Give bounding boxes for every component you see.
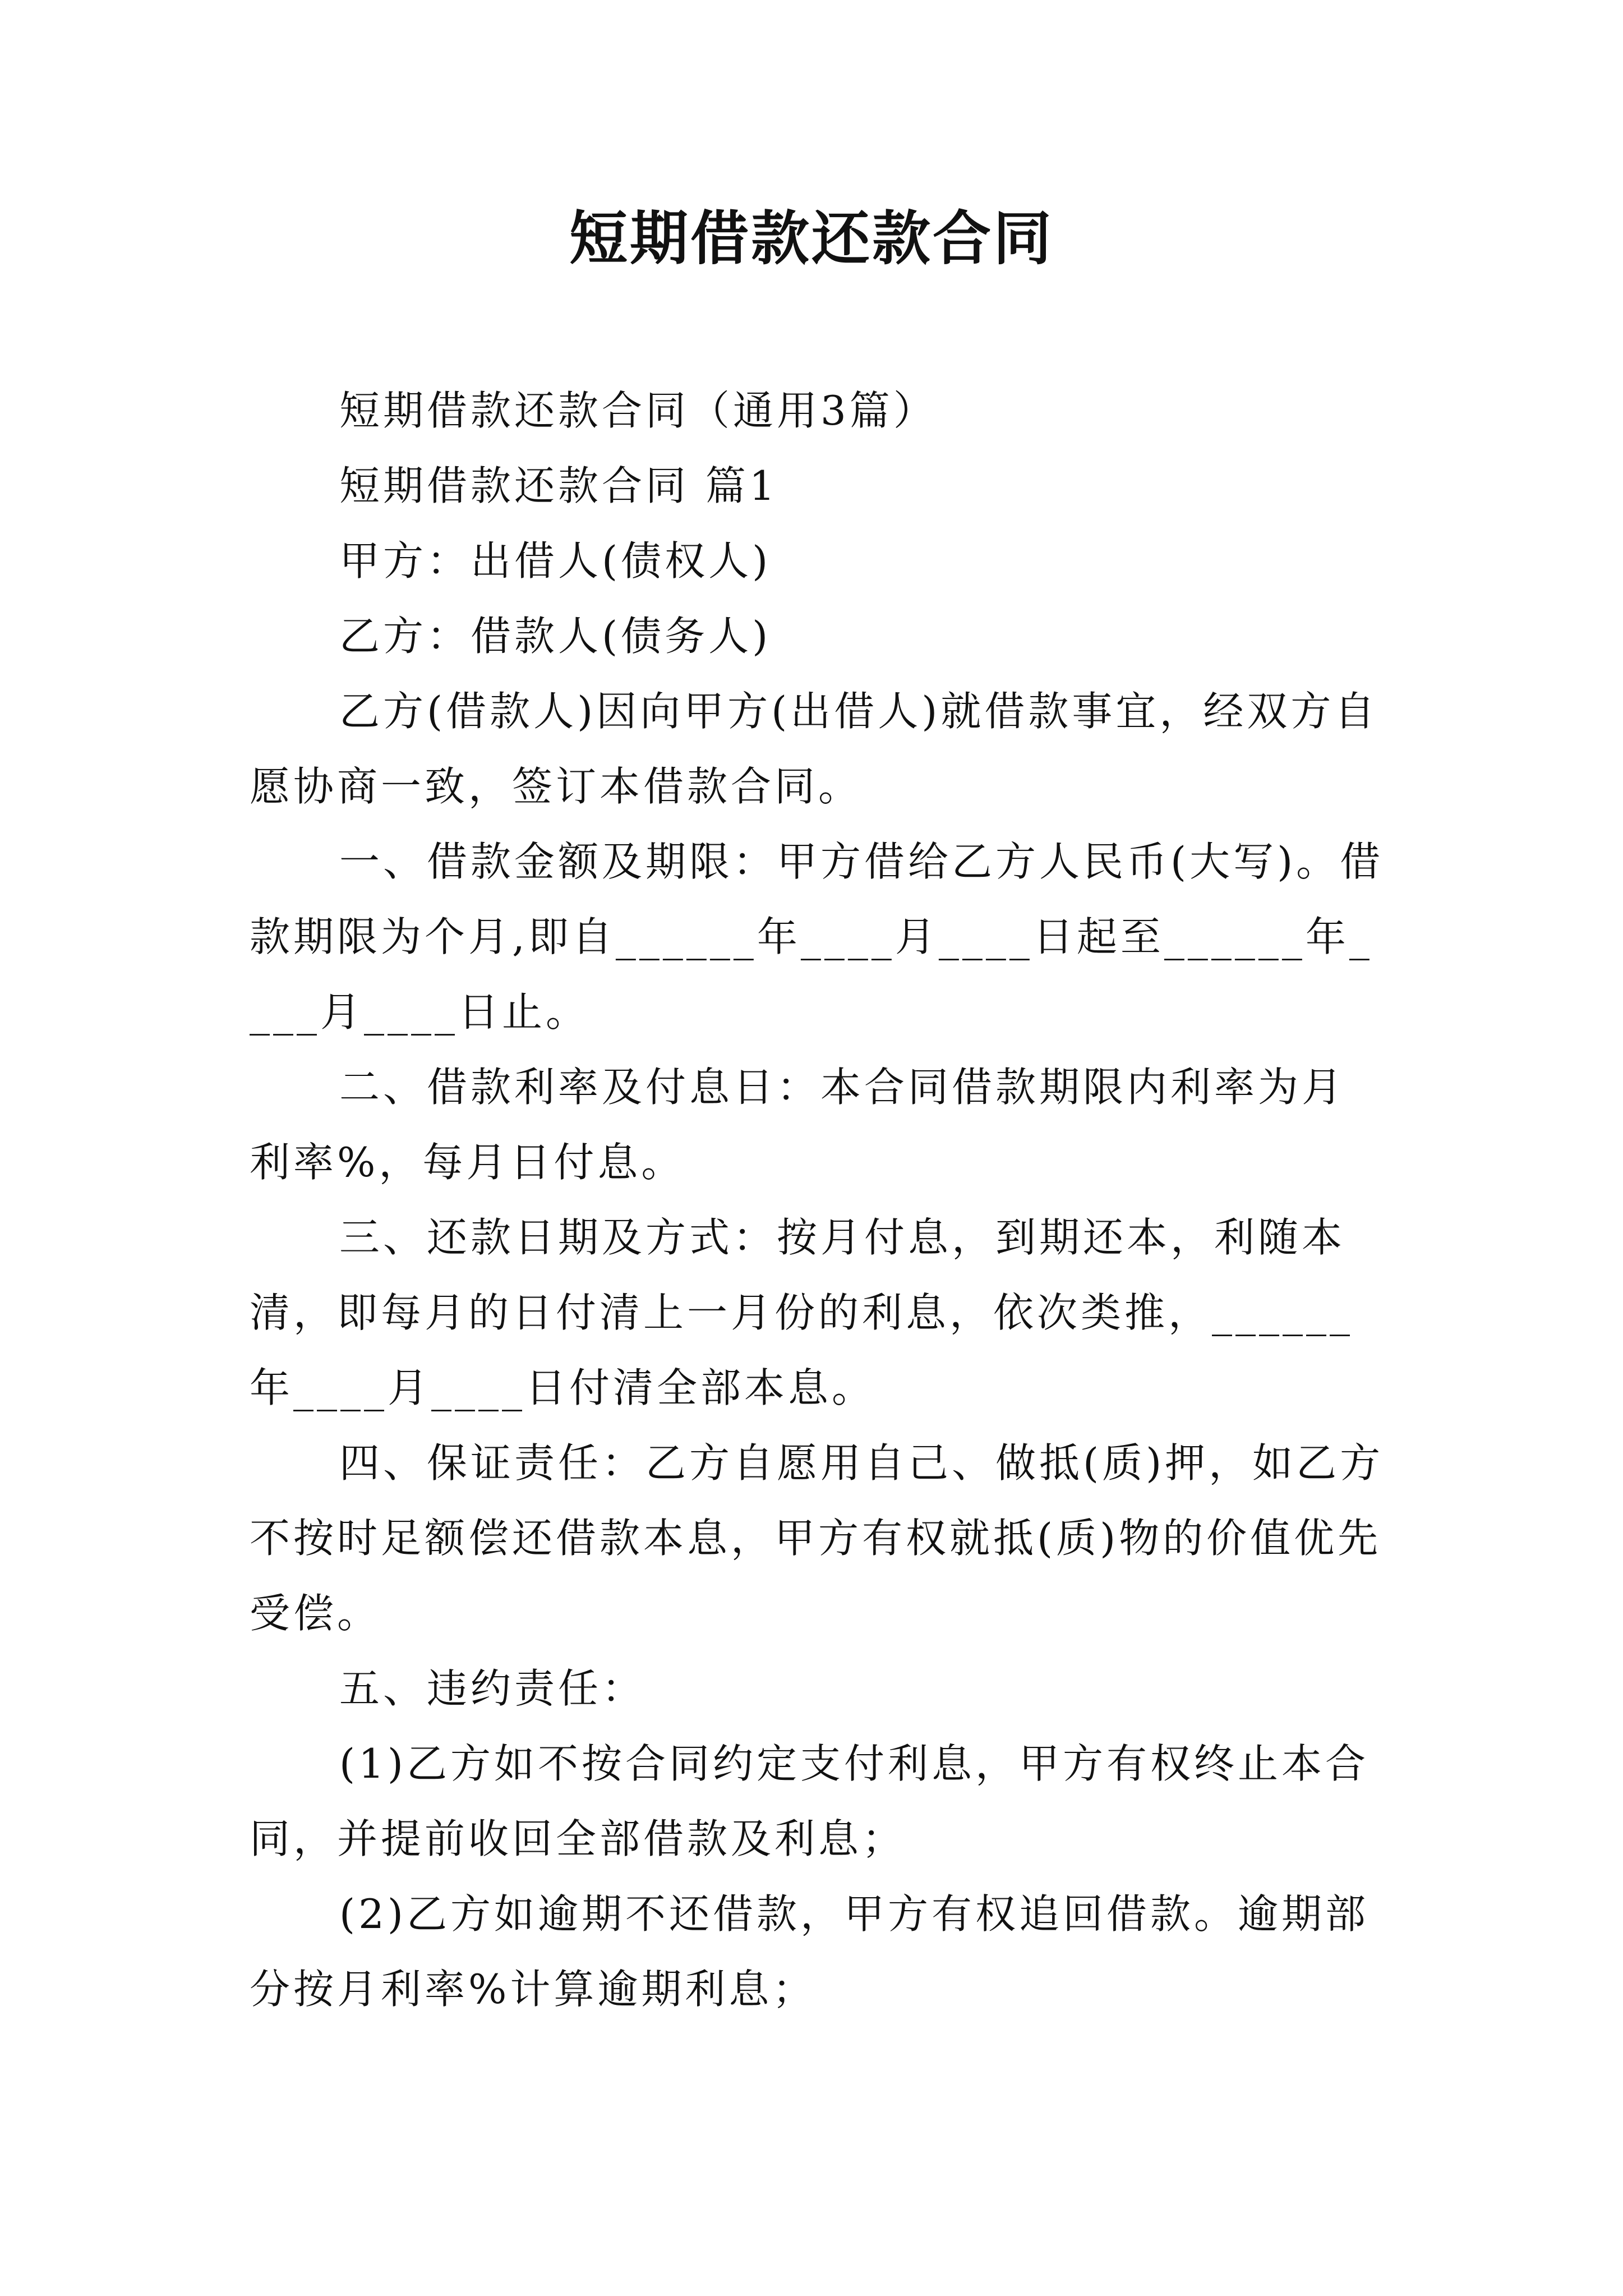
paragraph-clause-3: 三、还款日期及方式：按月付息，到期还本，利随本清，即每月的日付清上一月份的利息，依次类推，______年____月____日付清全部本息。 — [250, 1214, 1354, 1411]
document-body — [250, 373, 1388, 2027]
paragraph-preamble: 乙方(借款人)因向甲方(出借人)就借款事宜，经双方自愿协商一致，签订本借款合同。 — [250, 688, 1378, 810]
paragraph-subtitle: 短期借款还款合同（通用3篇） — [339, 387, 937, 434]
paragraph-clause-4: 四、保证责任：乙方自愿用自己、做抵(质)押，如乙方不按时足额偿还借款本息，甲方有权就抵(质)物的价值优先受偿。 — [250, 1439, 1384, 1637]
paragraph-clause-5-heading: 五、违约责任： — [339, 1665, 646, 1712]
paragraph-clause-1: 一、借款金额及期限：甲方借给乙方人民币(大写)。借款期限为个月,即自______年____月____日起至______年____月____日止。 — [250, 838, 1384, 1036]
document-title: 短期借款还款合同 — [569, 204, 1054, 273]
paragraph-section-heading: 短期借款还款合同 篇1 — [339, 462, 778, 509]
paragraph-party-a: 甲方：出借人(债权人) — [339, 537, 772, 585]
paragraph-clause-5-item-1: (1)乙方如不按合同约定支付利息，甲方有权终止本合同，并提前收回全部借款及利息； — [250, 1740, 1369, 1862]
paragraph-party-b: 乙方：借款人(债务人) — [339, 613, 772, 660]
paragraph-clause-2: 二、借款利率及付息日：本合同借款期限内利率为月利率%，每月日付息。 — [250, 1064, 1346, 1186]
paragraph-clause-5-item-2: (2)乙方如逾期不还借款，甲方有权追回借款。逾期部分按月利率%计算逾期利息； — [250, 1890, 1369, 2013]
